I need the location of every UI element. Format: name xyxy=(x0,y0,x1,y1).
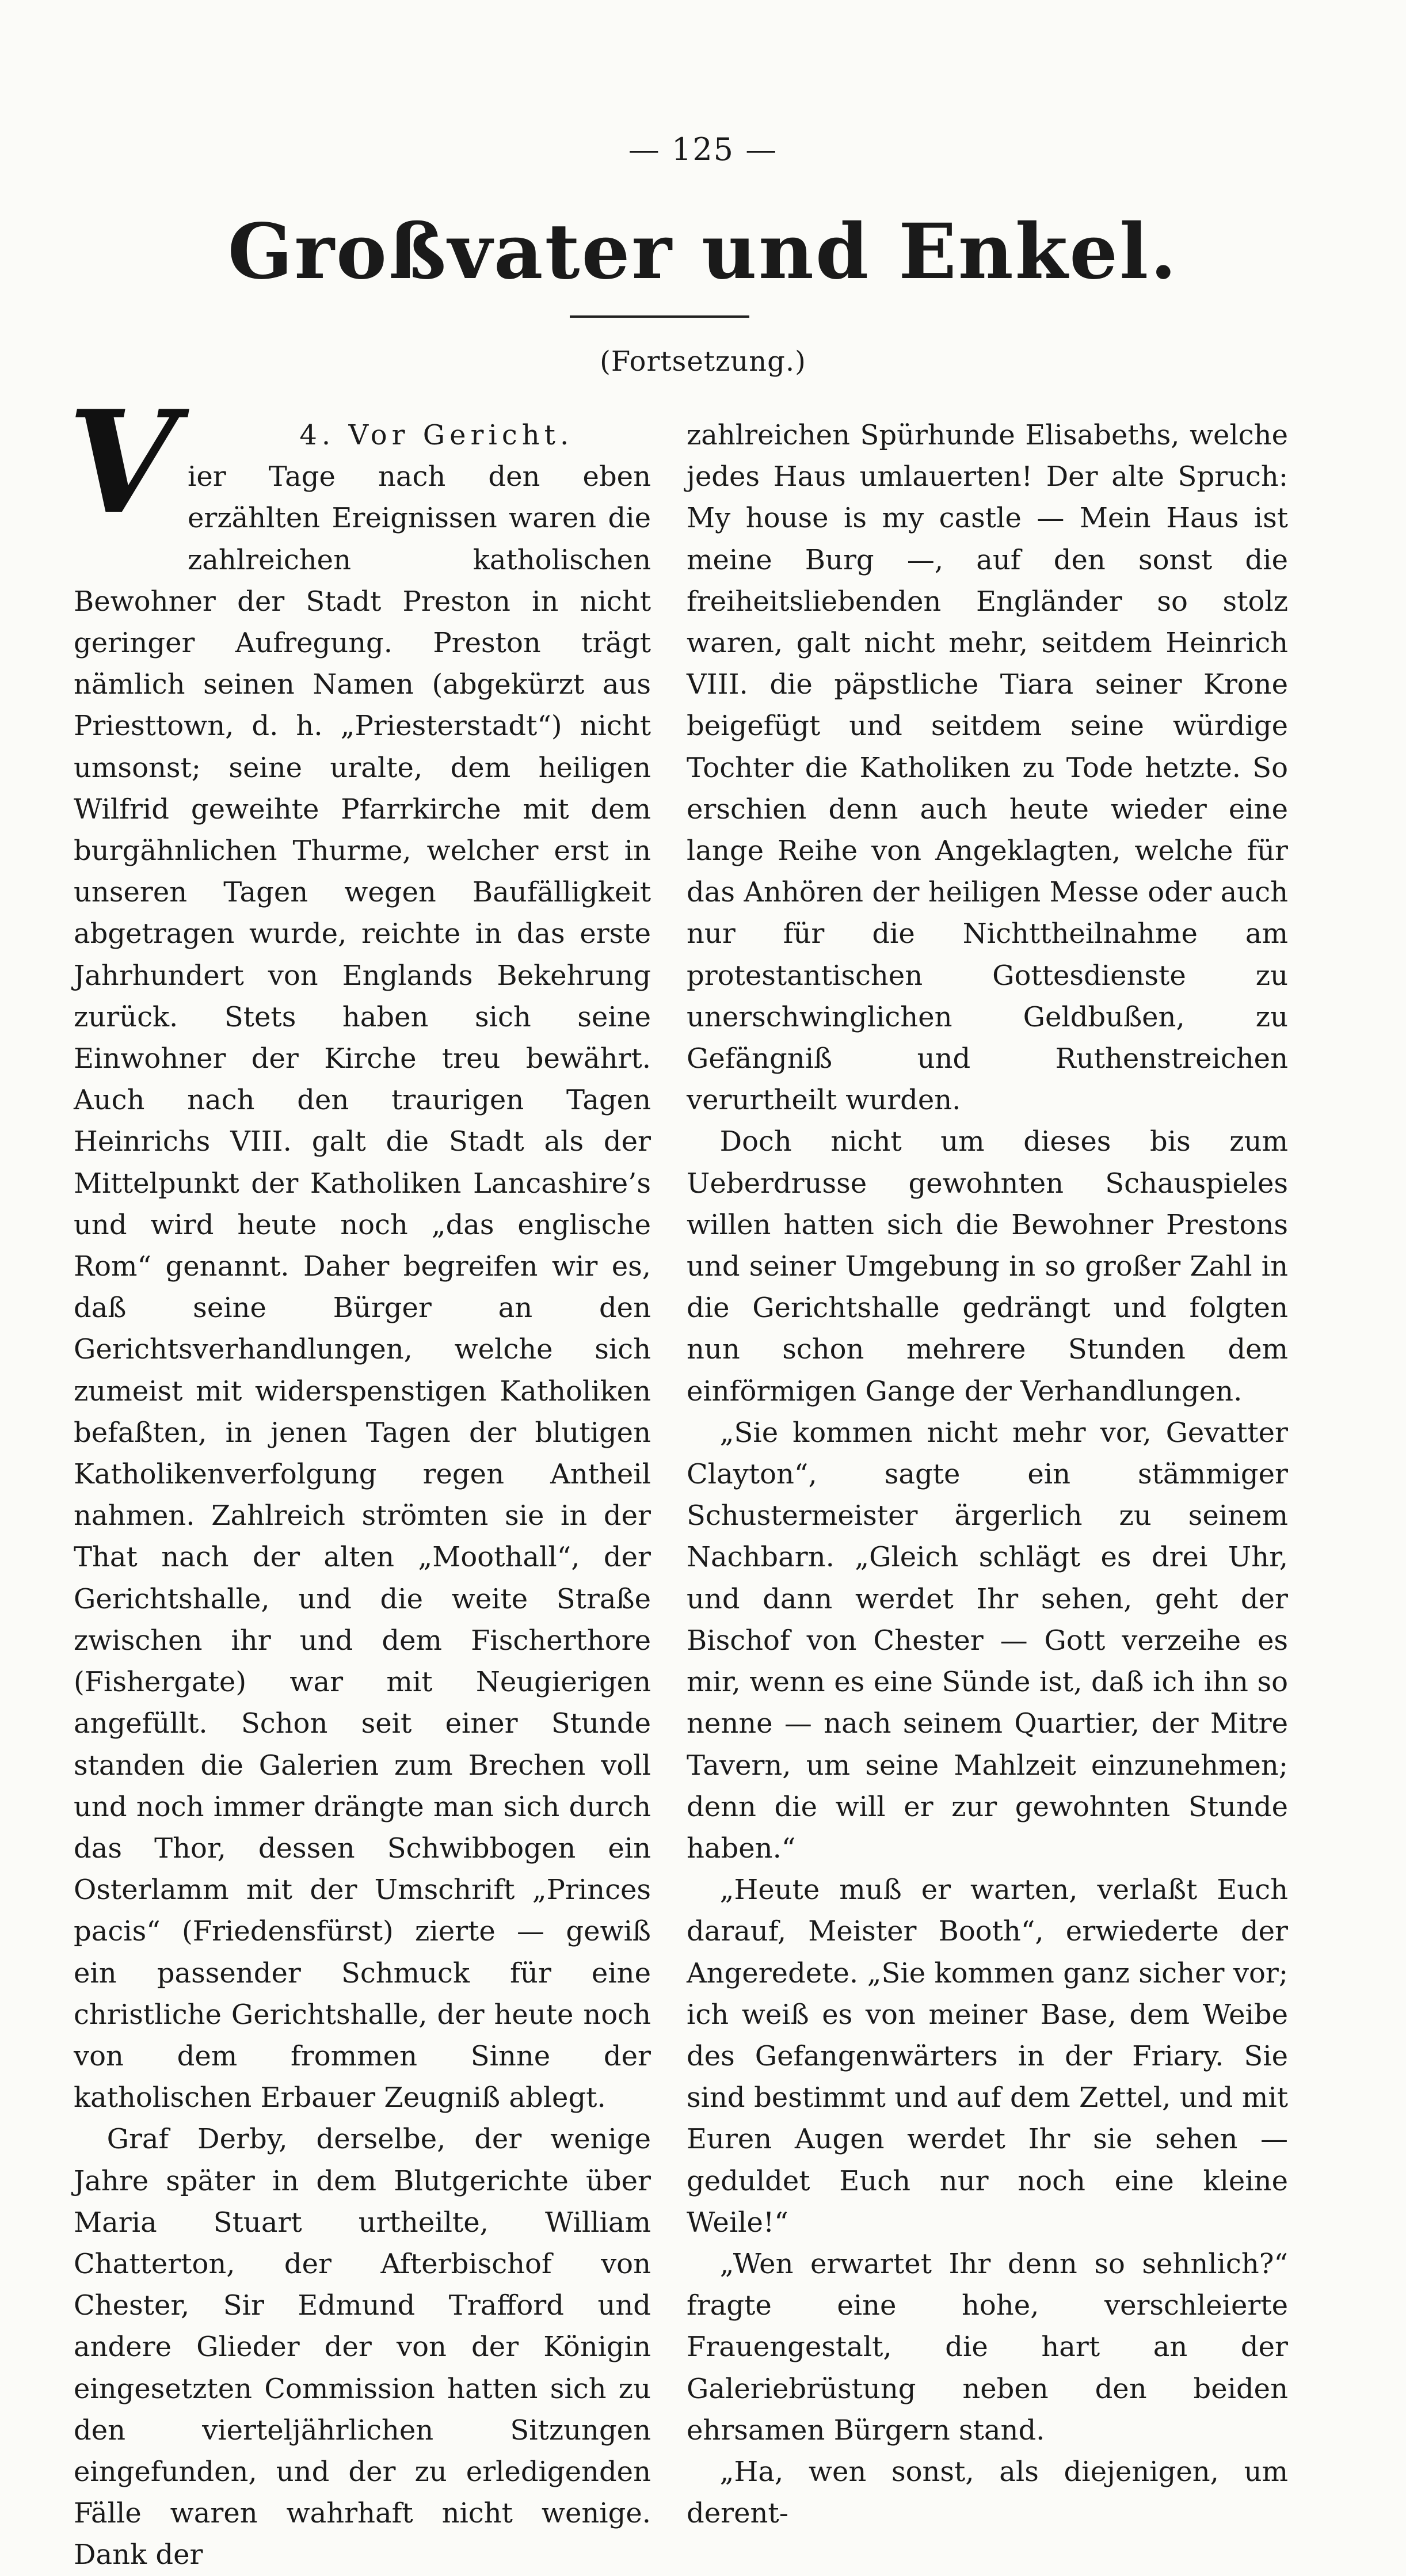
paragraph: „Ha, wen sonst, als diejenigen, um derent- xyxy=(687,2455,1288,2530)
page-title: Großvater und Enkel. xyxy=(227,207,1179,296)
subtitle: (Fortsetzung.) xyxy=(600,345,806,378)
paragraph: „Sie kommen nicht mehr vor, Gevatter Clayton“, sagte ein stämmiger Schustermeister ärgerlich zu seinem Nachbarn. „Gleich schlägt es drei Uhr, und dann werdet Ihr sehen, geht der Bischof von Chester — Gott verzeihe es mir, wenn es eine Sünde ist, daß ich ihn so nenne — nach seinem Quartier, der Mitre Tavern, um seine Mahlzeit einzunehmen; denn die will er zur gewohnten Stunde haben.“ xyxy=(687,1416,1288,1865)
right-column xyxy=(687,414,1288,2534)
page-number: — 125 — xyxy=(628,131,778,168)
paragraph: Doch nicht um dieses bis zum Ueberdrusse gewohnten Schauspieles willen hatten sich die Bewohner Prestons und seiner Umgebung in so großer Zahl in die Gerichtshalle gedrängt und folgten nun schon mehrere Stunden dem einförmigen Gange der Verhandlungen. xyxy=(687,1125,1288,1407)
paragraph: „Wen erwartet Ihr denn so sehnlich?“ fragte eine hohe, verschleierte Frauengestalt, die hart an der Galeriebrüstung neben den beiden ehrsamen Bürgern stand. xyxy=(687,2247,1288,2446)
paragraph: ier Tage nach den eben erzählten Ereignissen waren die zahlreichen katholischen Bewohner der Stadt Preston in nicht geringer Aufregung. Preston trägt nämlich seinen Namen (abgekürzt aus Priesttown, d. h. „Priesterstadt“) nicht umsonst; seine uralte, dem heiligen Wilfrid geweihte Pfarrkirche mit dem burgähnlichen Thurme, welcher erst in unseren Tagen wegen Baufälligkeit abgetragen wurde, reichte in das erste Jahrhundert von Englands Bekehrung zurück. Stets haben sich seine Einwohner der Kirche treu bewährt. Auch nach den traurigen Tagen Heinrichs VIII. galt die Stadt als der Mittelpunkt der Katholiken Lancashire’s und wird heute noch „das englische Rom“ genannt. Daher begreifen wir es, daß seine Bürger an den Gerichtsverhandlungen, welche sich zumeist mit widerspenstigen Katholiken befaßten, in jenen Tagen der blutigen Katholikenverfolgung regen Antheil nahmen. Zahlreich strömten sie in der That nach der alten „Moothall“, der Gerichtshalle, und die weite Straße zwischen ihr und dem Fischerthore (Fishergate) war mit Neugierigen angefüllt. Schon seit einer Stunde standen die Galerien zum Brechen voll und noch immer drängte man sich durch das Thor, dessen Schwibbogen ein Osterlamm mit der Umschrift „Princes pacis“ (Friedensfürst) zierte — gewiß ein passender Schmuck für eine christliche Gerichtshalle, der heute noch von dem frommen Sinne der katholischen Erbauer Zeugniß ablegt. xyxy=(74,461,651,2114)
paragraph: zahlreichen Spürhunde Elisabeths, welche jedes Haus umlauerten! Der alte Spruch: My house is my castle — Mein Haus ist meine Burg —, auf den sonst die freiheitsliebenden Engländer so stolz waren, galt nicht mehr, seitdem Heinrich VIII. die päpstliche Tiara seiner Krone beigefügt und seitdem seine würdige Tochter die Katholiken zu Tode hetzte. So erschien denn auch heute wieder eine lange Reihe von Angeklagten, welche für das Anhören der heiligen Messe oder auch nur für die Nichttheilnahme am protestantischen Gottesdienste zu unerschwinglichen Geldbußen, zu Gefängniß und Ruthenstreichen verurtheilt wurden. xyxy=(687,419,1288,1117)
drop-cap: V xyxy=(68,379,178,545)
paragraph: Graf Derby, derselbe, der wenige Jahre später in dem Blutgerichte über Maria Stuart urtheilte, William Chatterton, der Afterbischof von Chester, Sir Edmund Trafford und andere Glieder der von der Königin eingesetzten Commission hatten sich zu den vierteljährlichen Sitzungen eingefunden, und der zu erledigenden Fälle waren wahrhaft nicht wenige. Dank der xyxy=(74,2123,651,2571)
left-column xyxy=(68,379,651,2576)
paragraph: „Heute muß er warten, verlaßt Euch darauf, Meister Booth“, erwiederte der Angeredete. „Sie kommen ganz sicher vor; ich weiß es von meiner Base, dem Weibe des Gefangenwärters in der Friary. Sie sind bestimmt und auf dem Zettel, und mit Euren Augen werdet Ihr sie sehen — geduldet Euch nur noch eine kleine Weile!“ xyxy=(687,1874,1288,2239)
section-heading: 4. Vor Gericht. xyxy=(299,419,574,451)
title-divider xyxy=(570,315,749,318)
